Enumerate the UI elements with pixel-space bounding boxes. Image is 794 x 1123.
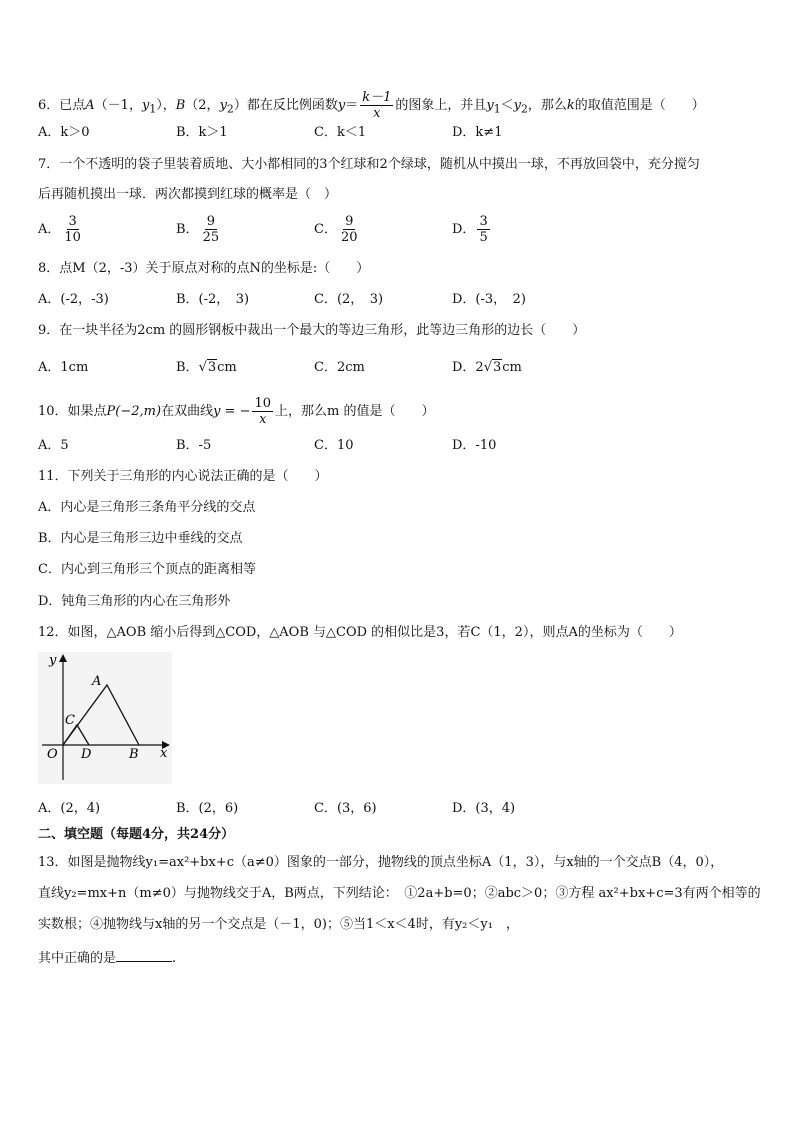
question-10-stem: 10．如果点P(−2,m)在双曲线y = − $\frac{10}{x}$ 上，那么m 的值是（ ） (38, 396, 435, 427)
label-b: B (129, 747, 139, 762)
q7-option-c[interactable]: C． $\frac{9}{20}$ (314, 214, 358, 245)
q8-option-c[interactable]: C．(2， 3) (314, 292, 384, 307)
q7-option-a[interactable]: A． $\frac{3}{10}$ (38, 214, 81, 245)
answer-blank[interactable] (116, 948, 172, 962)
q10-option-c[interactable]: C．10 (314, 438, 354, 453)
section-2-title: 二、填空题（每题4分，共24分） (38, 827, 235, 842)
q11-option-d[interactable]: D．钝角三角形的内心在三角形外 (38, 594, 231, 609)
q12-option-d[interactable]: D．(3，4) (452, 801, 516, 816)
q10-option-d[interactable]: D．-10 (452, 438, 497, 453)
q6-option-b[interactable]: B．k＞1 (176, 125, 228, 140)
q6-option-a[interactable]: A．k＞0 (38, 125, 90, 140)
q7-option-d[interactable]: D． $\frac{3}{5}$ (452, 214, 488, 245)
label-x: x (160, 746, 168, 761)
q9-option-a[interactable]: A．1cm (38, 360, 89, 375)
q9-option-c[interactable]: C．2cm (314, 360, 365, 375)
question-13-line-3: 实数根；④抛物线与x轴的另一个交点是（－1，0)；⑤当1＜x＜4时，有y₂＜y₁ ， (38, 917, 519, 932)
question-6-stem: 6．已点A（－1，$y_1$），B（2，$y_2$）都在反比例函数y＝ $\frac{k-1}{x}$ 的图象上，并且$y_1<y_2$，那么k的取值范围是（ ） (38, 90, 705, 121)
question-11-stem: 11．下列关于三角形的内心说法正确的是（ ） (38, 469, 328, 484)
question-12-stem: 12．如图，△AOB 缩小后得到△COD，△AOB 与△COD 的相似比是3，若C（1，2），则点A的坐标为（ ） (38, 625, 682, 640)
q8-option-d[interactable]: D．(-3， 2) (452, 292, 527, 307)
q10-option-a[interactable]: A．5 (38, 438, 69, 453)
q11-option-b[interactable]: B．内心是三角形三边中垂线的交点 (38, 531, 243, 546)
q12-option-a[interactable]: A．(2，4) (38, 801, 101, 816)
q12-option-b[interactable]: B．(2，6) (176, 801, 239, 816)
figure-background (38, 652, 172, 784)
q7-option-b[interactable]: B． $\frac{9}{25}$ (176, 214, 220, 245)
q11-option-c[interactable]: C．内心到三角形三个顶点的距离相等 (38, 562, 256, 577)
q12-option-c[interactable]: C．(3，6) (314, 801, 377, 816)
label-c: C (65, 713, 75, 728)
question-13-line-4: 其中正确的是 . (38, 948, 176, 968)
fraction: $\frac{k-1}{x}$ (362, 90, 392, 121)
label-d: D (81, 747, 92, 762)
similar-triangles-figure (38, 652, 172, 784)
q11-option-a[interactable]: A．内心是三角形三条角平分线的交点 (38, 500, 256, 515)
question-13-line-2: 直线y₂=mx+n（m≠0）与抛物线交于A，B两点，下列结论： ①2a+b=0；②abc＞0；③方程 ax²+bx+c=3有两个相等的 (38, 886, 761, 901)
q9-option-b[interactable]: B．√3cm (176, 360, 237, 375)
question-13-line-1: 13．如图是抛物线y₁=ax²+bx+c（a≠0）图象的一部分，抛物线的顶点坐标A（1，3），与x轴的一个交点B（4，0）， (38, 855, 724, 870)
question-7-line-2: 后再随机摸出一球．两次都摸到红球的概率是（ ） (38, 187, 338, 202)
question-7-line-1: 7．一个不透明的袋子里装着质地、大小都相同的3个红球和2个绿球，随机从中摸出一球，不再放回袋中，充分搅匀 (38, 157, 700, 172)
question-8-stem: 8．点M（2，-3）关于原点对称的点N的坐标是:（ ） (38, 261, 370, 276)
q6-option-c[interactable]: C．k＜1 (314, 125, 367, 140)
label-y: y (49, 653, 57, 668)
q10-option-b[interactable]: B．-5 (176, 438, 212, 453)
question-9-stem: 9．在一块半径为2cm 的圆形钢板中裁出一个最大的等边三角形，此等边三角形的边长（ ） (38, 323, 586, 338)
q9-option-d[interactable]: D．2√3cm (452, 360, 522, 375)
q8-option-a[interactable]: A．(-2，-3) (38, 292, 109, 307)
label-o: O (47, 747, 58, 762)
label-a: A (92, 674, 102, 689)
q8-option-b[interactable]: B．(-2， 3) (176, 292, 250, 307)
q6-option-d[interactable]: D．k≠1 (452, 125, 503, 140)
